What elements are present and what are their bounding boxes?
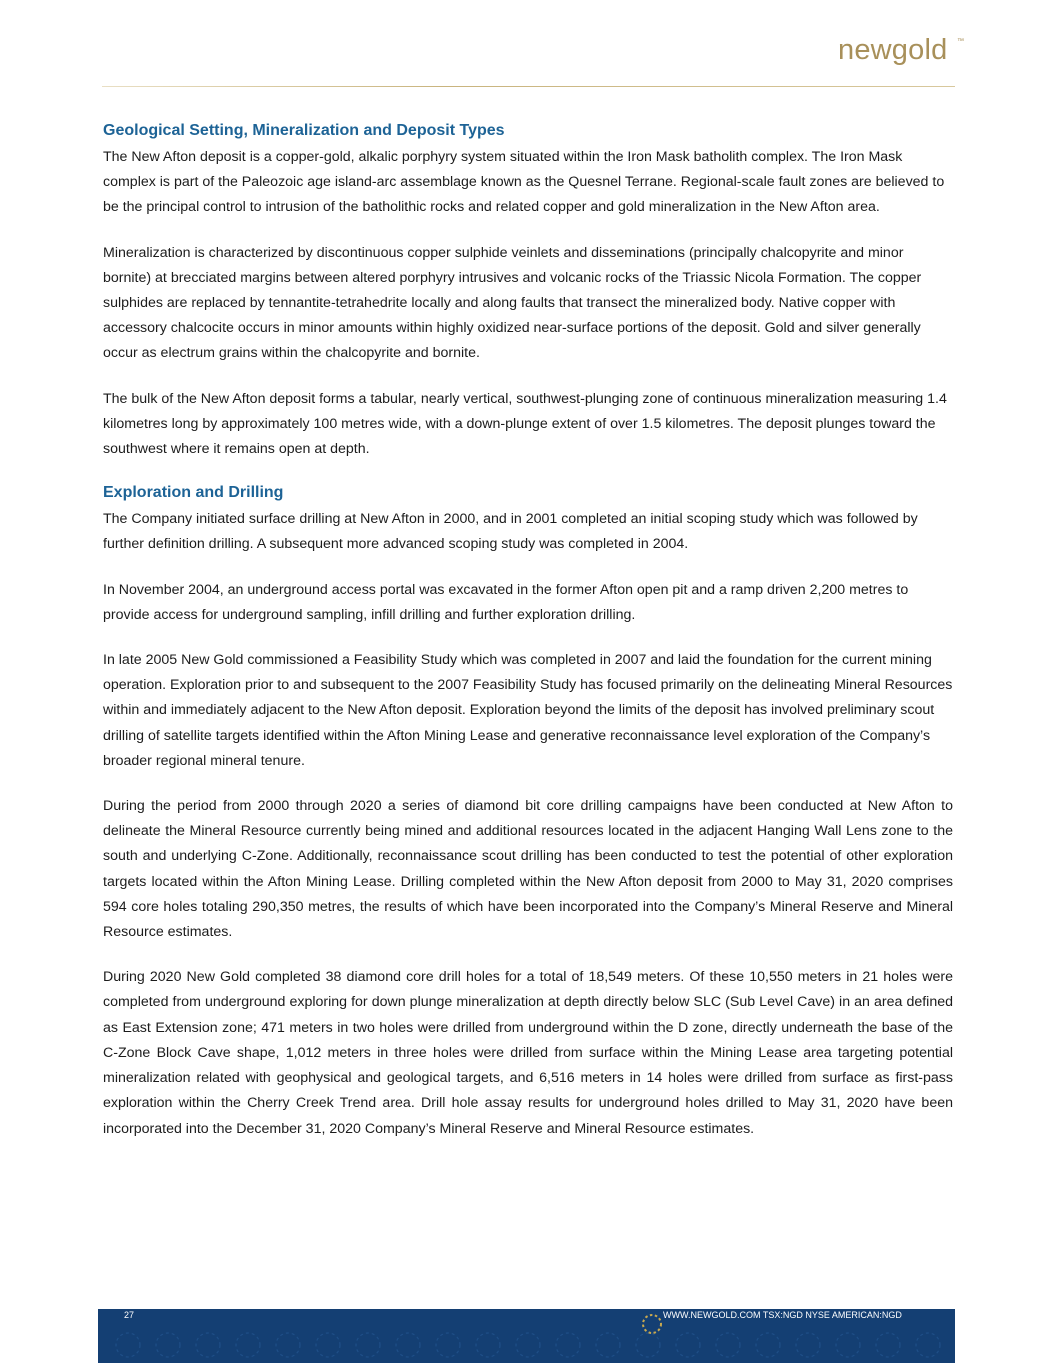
paragraph-geology-2: Mineralization is characterized by discontinuous copper sulphide veinlets and disseminations (principally chalcopyrite and minor bornite) at brecciated margins between altered porphyry intrusives and volcanic rocks of the Triassic Nicola Formation. The copper sulphides are replaced by tennantite-tetrahedrite locally and along faults that transect the mineralized body. Native copper with accessory chalcocite occurs in minor amounts within highly oxidized near-surface portions of the deposit. Gold and silver generally occur as electrum grains within the chalcopyrite and bornite.: [103, 244, 922, 362]
page-content: [103, 120, 953, 1162]
paragraph-geology-1: The New Afton deposit is a copper-gold, alkalic porphyry system situated within the Iron Mask batholith complex. The Iron Mask complex is part of the Paleozoic age island-arc assemblage known as the Quesnel Terrane. Regional-scale fault zones are believed to be the principal control to intrusion of the batholithic rocks and related copper and gold mineralization in the New Afton area.: [103, 149, 945, 216]
section-heading-exploration: Exploration and Drilling: [103, 484, 284, 502]
paragraph-exploration-3: In late 2005 New Gold commissioned a Feasibility Study which was completed in 2007 and laid the foundation for the current mining operation. Exploration prior to and subsequent to the 2007 Feasibility Study has focused primarily on the delineating Mineral Resources within and immediately adjacent to the New Afton deposit. Exploration beyond the limits of the deposit has involved preliminary scout drilling of satellite targets identified within the Afton Mining Lease and generative reconnaissance level exploration of the Company’s broader regional mineral tenure.: [103, 652, 953, 769]
page-footer: [98, 1309, 955, 1363]
page-number: 27: [124, 1310, 135, 1320]
paragraph-geology-3: The bulk of the New Afton deposit forms a tabular, nearly vertical, southwest-plunging zone of continuous mineralization measuring 1.4 kilometres long by approximately 100 metres wide, with a down-plunge extent of over 1.5 kilometres. The deposit plunges toward the southwest where it remains open at depth.: [103, 390, 947, 458]
section-heading-geology: Geological Setting, Mineralization and Deposit Types: [103, 122, 505, 139]
paragraph-exploration-1: The Company initiated surface drilling at New Afton in 2000, and in 2001 completed an initial scoping study which was followed by further definition drilling. A subsequent more advanced scoping study was completed in 2004.: [103, 511, 918, 553]
newgold-emblem-icon: [640, 1312, 664, 1336]
logo-text: newgold: [838, 34, 948, 66]
newgold-logo: [838, 34, 968, 76]
logo-trademark: ™: [957, 38, 965, 45]
paragraph-exploration-5: During 2020 New Gold completed 38 diamond core drill holes for a total of 18,549 meters. Of these 10,550 meters in 21 holes were completed from underground exploring for down plunge mineralization at depth directly below SLC (Sub Level Cave) in an area defined as East Extension zone; 471 meters in two holes were drilled from underground within the D zone, directly underneath the base of the C-Zone Block Cave shape, 1,012 meters in three holes were drilled from surface within the Mining Lease area targeting potential mineralization related with geophysical and geological targets, and 6,516 meters in 14 holes were drilled from surface as first-pass exploration within the Cherry Creek Trend area. Drill hole assay results for underground holes drilled to May 31, 2020 have been incorporated into the December 31, 2020 Company’s Mineral Reserve and Mineral Resource estimates.: [103, 969, 953, 1137]
footer-links[interactable]: WWW.NEWGOLD.COM TSX:NGD NYSE AMERICAN:NGD: [663, 1310, 902, 1320]
paragraph-exploration-4: During the period from 2000 through 2020 a series of diamond bit core drilling campaigns have been conducted at New Afton to delineate the Mineral Resource currently being mined and additional resources located in the adjacent Hanging Wall Lens zone to the south and underlying C-Zone. Additionally, reconnaissance scout drilling has been conducted to test the potential of other exploration targets located within the Afton Mining Lease. Drilling completed within the New Afton deposit from 2000 to May 31, 2020 comprises 594 core holes totaling 290,350 metres, the results of which have been incorporated into the Company’s Mineral Reserve and Mineral Resource estimates.: [103, 798, 953, 941]
paragraph-exploration-2: In November 2004, an underground access portal was excavated in the former Afton open pit and a ramp driven 2,200 metres to provide access for underground sampling, infill drilling and further exploration drilling.: [103, 581, 909, 623]
header-rule: [102, 86, 955, 87]
